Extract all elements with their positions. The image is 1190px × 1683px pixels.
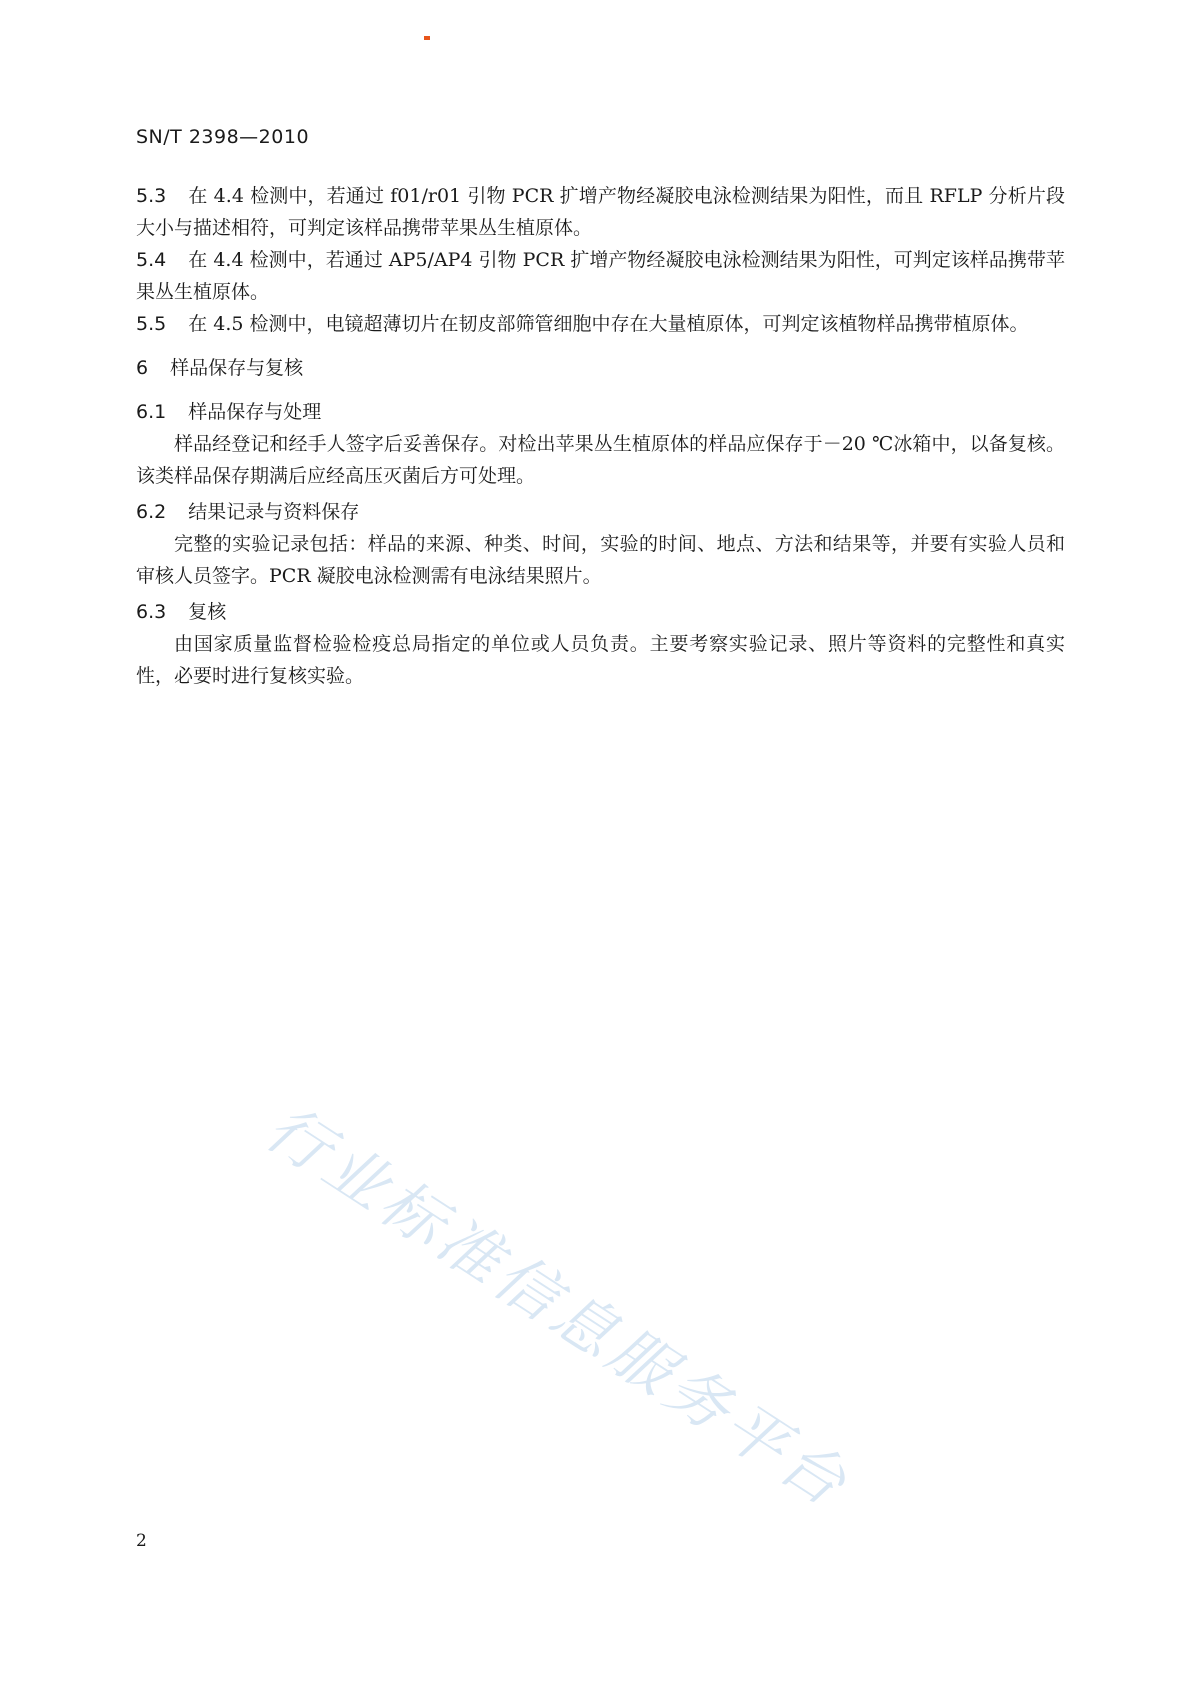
section-6-1-heading [136, 396, 1065, 428]
clause-number: 5.5 [136, 313, 167, 335]
chapter-title: 样品保存与复核 [170, 357, 304, 379]
section-6-1-text: 样品经登记和经手人签字后妥善保存。对检出苹果丛生植原体的样品应保存于－20 ℃冰箱中，以备复核。该类样品保存期满后应经高压灭菌后方可处理。 [136, 433, 1065, 487]
section-number: 6.2 [136, 501, 167, 523]
section-6-2-heading [136, 496, 1065, 528]
section-6-2-text: 完整的实验记录包括：样品的来源、种类、时间，实验的时间、地点、方法和结果等，并要有实验人员和审核人员签字。PCR 凝胶电泳检测需有电泳结果照片。 [136, 533, 1065, 587]
page-number: 2 [136, 1531, 147, 1551]
section-6-3-heading [136, 596, 1065, 628]
section-number: 6.3 [136, 601, 167, 623]
page-top-mark [424, 36, 430, 40]
clause-text: 在 4.5 检测中，电镜超薄切片在韧皮部筛管细胞中存在大量植原体，可判定该植物样品携带植原体。 [188, 313, 1029, 335]
clause-5-5 [136, 308, 1065, 340]
watermark: 行业标准信息服务平台 [253, 1090, 864, 1523]
clause-5-4 [136, 244, 1065, 308]
clause-text: 在 4.4 检测中，若通过 f01/r01 引物 PCR 扩增产物经凝胶电泳检测结果为阳性，而且 RFLP 分析片段大小与描述相符，可判定该样品携带苹果丛生植原体。 [136, 185, 1065, 239]
section-title: 复核 [188, 601, 227, 623]
clause-5-3 [136, 180, 1065, 244]
section-6-3-text: 由国家质量监督检验检疫总局指定的单位或人员负责。主要考察实验记录、照片等资料的完整性和真实性，必要时进行复核实验。 [136, 633, 1065, 687]
clause-number: 5.3 [136, 185, 167, 207]
section-number: 6.1 [136, 401, 167, 423]
section-title: 样品保存与处理 [188, 401, 322, 423]
section-title: 结果记录与资料保存 [188, 501, 360, 523]
clause-number: 5.4 [136, 249, 167, 271]
document-body [136, 180, 1065, 692]
clause-text: 在 4.4 检测中，若通过 AP5/AP4 引物 PCR 扩增产物经凝胶电泳检测结果为阳性，可判定该样品携带苹果丛生植原体。 [136, 249, 1065, 303]
standard-number: SN/T 2398—2010 [136, 126, 310, 148]
chapter-number: 6 [136, 357, 149, 379]
chapter-6-heading [136, 352, 1065, 384]
